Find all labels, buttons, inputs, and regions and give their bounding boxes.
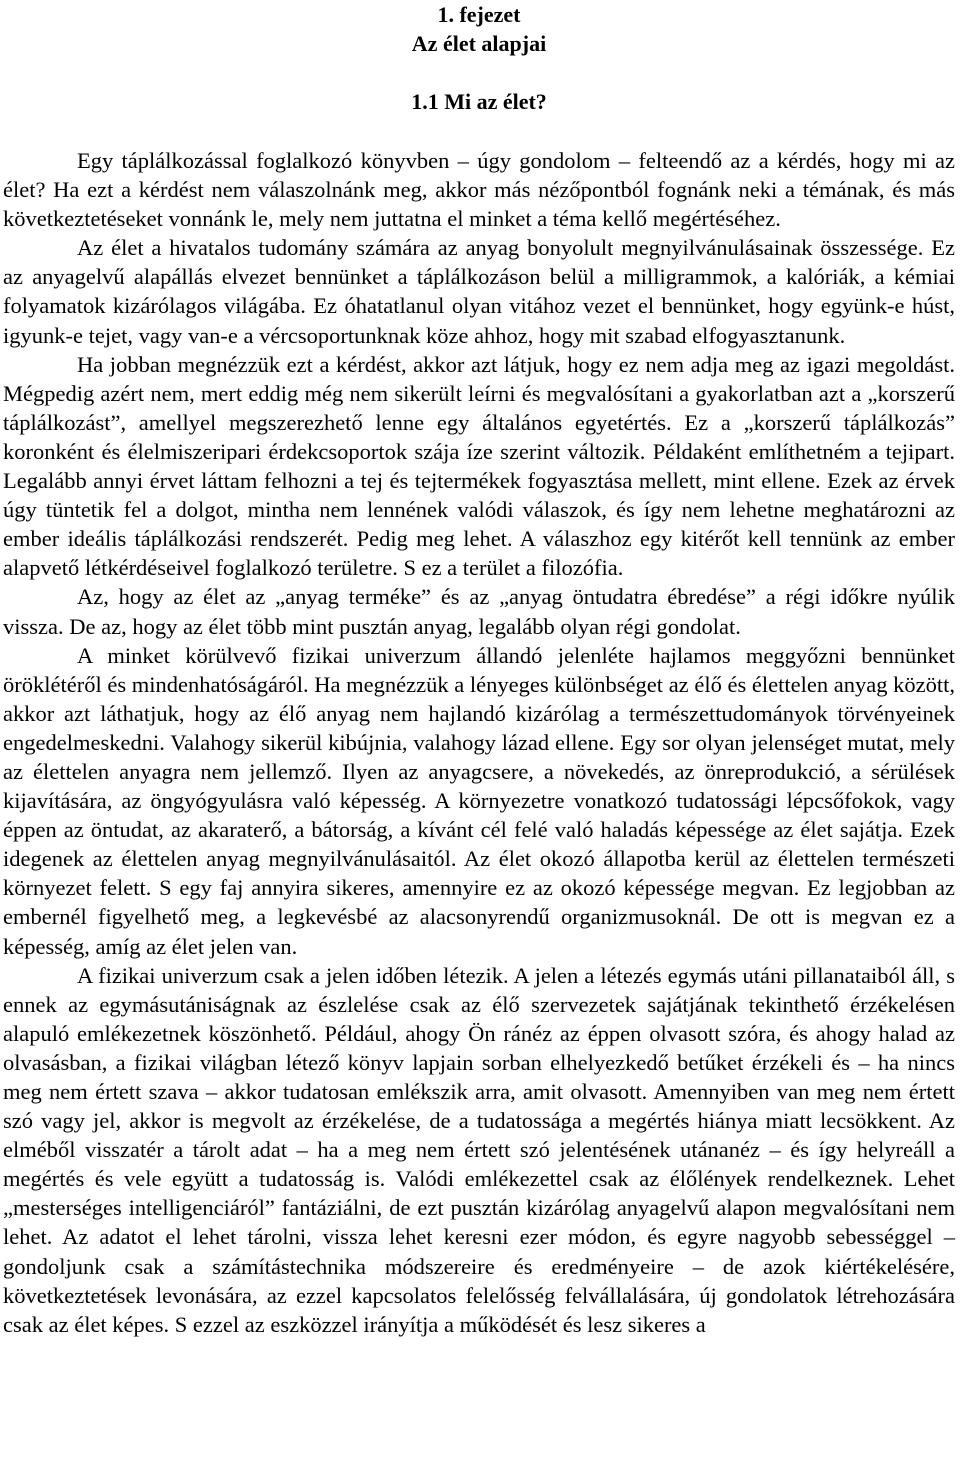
chapter-number: 1. fejezet [437,2,521,27]
section-title: 1.1 Mi az élet? [411,89,547,114]
paragraph-1: Egy táplálkozással foglalkozó könyvben – úgy gondolom – felteendő az a kérdés, hogy mi az élet? Ha ezt a kérdést nem válaszolnánk meg, akkor más nézőpontból fognánk neki a témának, és más következtetéseket vonnánk le, mely nem juttatna el minket a téma kellő megértéséhez. [3,148,955,232]
paragraph-2: Az élet a hivatalos tudomány számára az anyag bonyolult megnyilvánulásainak összessége. Ez az anyagelvű alapállás elvezet bennünket a táplálkozáson belül a milligrammok, a kalóriák, a kémiai folyamatok kizárólagos világába. Ez óhatatlanul olyan vitához vezet el bennünket, hogy együnk-e húst, igyunk-e tejet, vagy van-e a vércsoportunknak köze ahhoz, hogy mit szabad elfogyasztanunk. [3,235,955,348]
paragraph-3: Ha jobban megnézzük ezt a kérdést, akkor azt látjuk, hogy ez nem adja meg az igazi megoldást. Mégpedig azért nem, mert eddig még nem sikerült leírni és megvalósítani a gyakorlatban azt a „korszerű táplálkozást”, amellyel megszerezhető lenne egy általános egyetértés. Ez a „korszerű táplálkozás” koronként és élelmiszeripari érdekcsoportok szája íze szerint változik. Példaként említhetném a tejipart. Legalább annyi érvet láttam felhozni a tej és tejtermékek fogyasztása mellett, mint ellene. Ezek az érvek úgy tüntetik fel a dolgot, mintha nem lennének valódi válaszok, és így nem lehetne meghatározni az ember ideális táplálkozási rendszerét. Pedig meg lehet. A válaszhoz egy kitérőt kell tennünk az ember alapvető létkérdéseivel foglalkozó területre. S ez a terület a filozófia. [3,351,955,581]
paragraph-4: Az, hogy az élet az „anyag terméke” és az „anyag öntudatra ébredése” a régi időkre nyúlik vissza. De az, hogy az élet több mint pusztán anyag, legalább olyan régi gondolat. [3,584,955,639]
paragraph-5: A minket körülvevő fizikai univerzum állandó jelenléte hajlamos meggyőzni bennünket öröklétéről és mindenhatóságáról. Ha megnézzük a lényeges különbséget az élő és élettelen anyag között, akkor azt láthatjuk, hogy az élő anyag nem hajlandó kizárólag a természettudományok törvényeinek engedelmeskedni. Valahogy sikerül kibújnia, valahogy lázad ellene. Egy sor olyan jelenséget mutat, mely az élettelen anyagra nem jellemző. Ilyen az anyagcsere, a növekedés, az önreprodukció, a sérülések kijavítására, az öngyógyulásra való képesség. A környezetre vonatkozó tudatossági lépcsőfokok, vagy éppen az öntudat, az akaraterő, a bátorság, a kívánt cél felé való haladás képessége az élet sajátja. Ezek idegenek az élettelen anyag megnyilvánulásaitól. Az élet okozó állapotba kerül az élettelen természeti környezet felett. S egy faj annyira sikeres, amennyire ez az okozó képessége megvan. Ez legjobban az embernél figyelhető meg, a legkevésbé az alacsonyrendű organizmusoknál. De ott is megvan ez a képesség, amíg az élet jelen van. [3,642,955,959]
chapter-title: Az élet alapjai [411,31,547,56]
section-body [3,146,955,1339]
paragraph-6: A fizikai univerzum csak a jelen időben létezik. A jelen a létezés egymás utáni pillanataiból áll, s ennek az egymásutániságnak az észlelése csak az élő szervezetek sajátjának tekinthető érzékelésen alapuló emlékezetnek köszönhető. Például, ahogy Ön ránéz az éppen olvasott szóra, és ahogy halad az olvasásban, a fizikai világban létező könyv lapjain sorban elhelyezkedő betűket érzékeli és – ha nincs meg nem értett szava – akkor tudatosan emlékszik arra, amit olvasott. Amennyiben van meg nem értett szó vagy jel, akkor is megvolt az érzékelése, de a tudatossága a megértés hiánya miatt lecsökkent. Az elméből visszatér a tárolt adat – ha a meg nem értett szó jelentésének utánanéz – és így helyreáll a megértés és vele együtt a tudatosság is. Valódi emlékezettel csak az élőlények rendelkeznek. Lehet „mesterséges intelligenciáról” fantáziálni, de ezt pusztán kizárólag anyagelvű alapon megvalósítani nem lehet. Az adatot el lehet tárolni, vissza lehet keresni ezer módon, és egyre nagyobb sebességgel – gondoljunk csak a számítástechnika módszereire és eredményeire – de azok kiértékelésére, következtetések levonására, az ezzel kapcsolatos felelősség felvállalására, új gondolatok létrehozására csak az élet képes. S ezzel az eszközzel irányítja a működését és lesz sikeres a [3,962,955,1337]
